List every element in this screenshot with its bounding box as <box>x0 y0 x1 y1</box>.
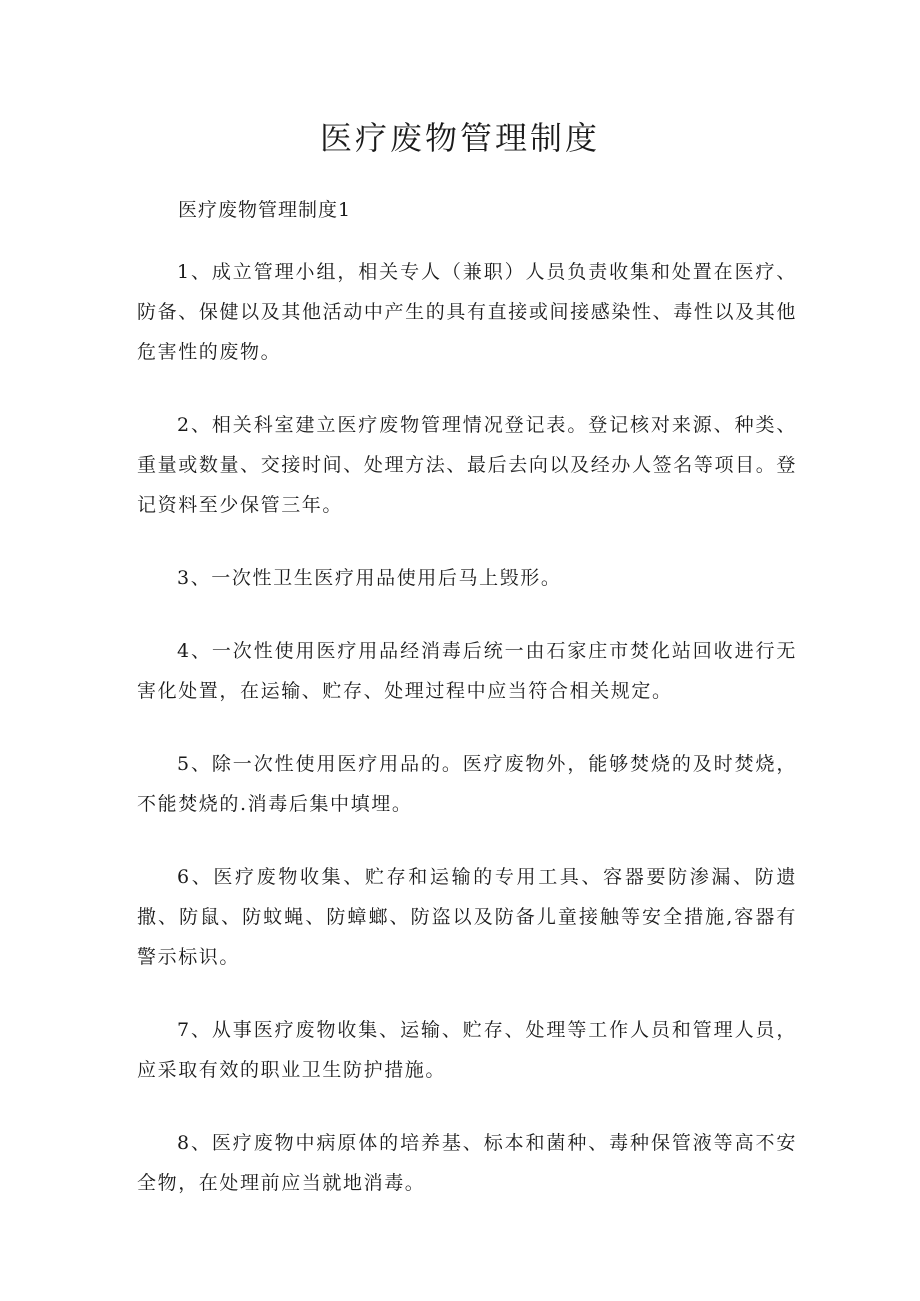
document-subtitle: 医疗废物管理制度1 <box>178 199 352 221</box>
document-body <box>137 252 797 1236</box>
paragraph-8: 8、医疗废物中病原体的培养基、标本和菌种、毒种保管液等高不安全物，在处理前应当就地消毒。 <box>137 1132 797 1194</box>
paragraph-5: 5、除一次性使用医疗用品的。医疗废物外，能够焚烧的及时焚烧，不能焚烧的.消毒后集中填埋。 <box>137 753 797 815</box>
document-title: 医疗废物管理制度 <box>319 119 600 157</box>
paragraph-7: 7、从事医疗废物收集、运输、贮存、处理等工作人员和管理人员，应采取有效的职业卫生防护措施。 <box>137 1019 797 1081</box>
paragraph-3: 3、一次性卫生医疗用品使用后马上毁形。 <box>177 567 562 589</box>
paragraph-1: 1、成立管理小组，相关专人（兼职）人员负责收集和处置在医疗、防备、保健以及其他活动中产生的具有直接或间接感染性、毒性以及其他危害性的废物。 <box>137 261 797 363</box>
paragraph-2: 2、相关科室建立医疗废物管理情况登记表。登记核对来源、种类、重量或数量、交接时间、处理方法、最后去向以及经办人签名等项目。登记资料至少保管三年。 <box>137 414 797 516</box>
paragraph-6: 6、医疗废物收集、贮存和运输的专用工具、容器要防渗漏、防遗撒、防鼠、防蚊蝇、防蟑螂、防盗以及防备儿童接触等安全措施,容器有警示标识。 <box>137 866 797 968</box>
paragraph-4: 4、一次性使用医疗用品经消毒后统一由石家庄市焚化站回收进行无害化处置，在运输、贮存、处理过程中应当符合相关规定。 <box>137 640 797 702</box>
